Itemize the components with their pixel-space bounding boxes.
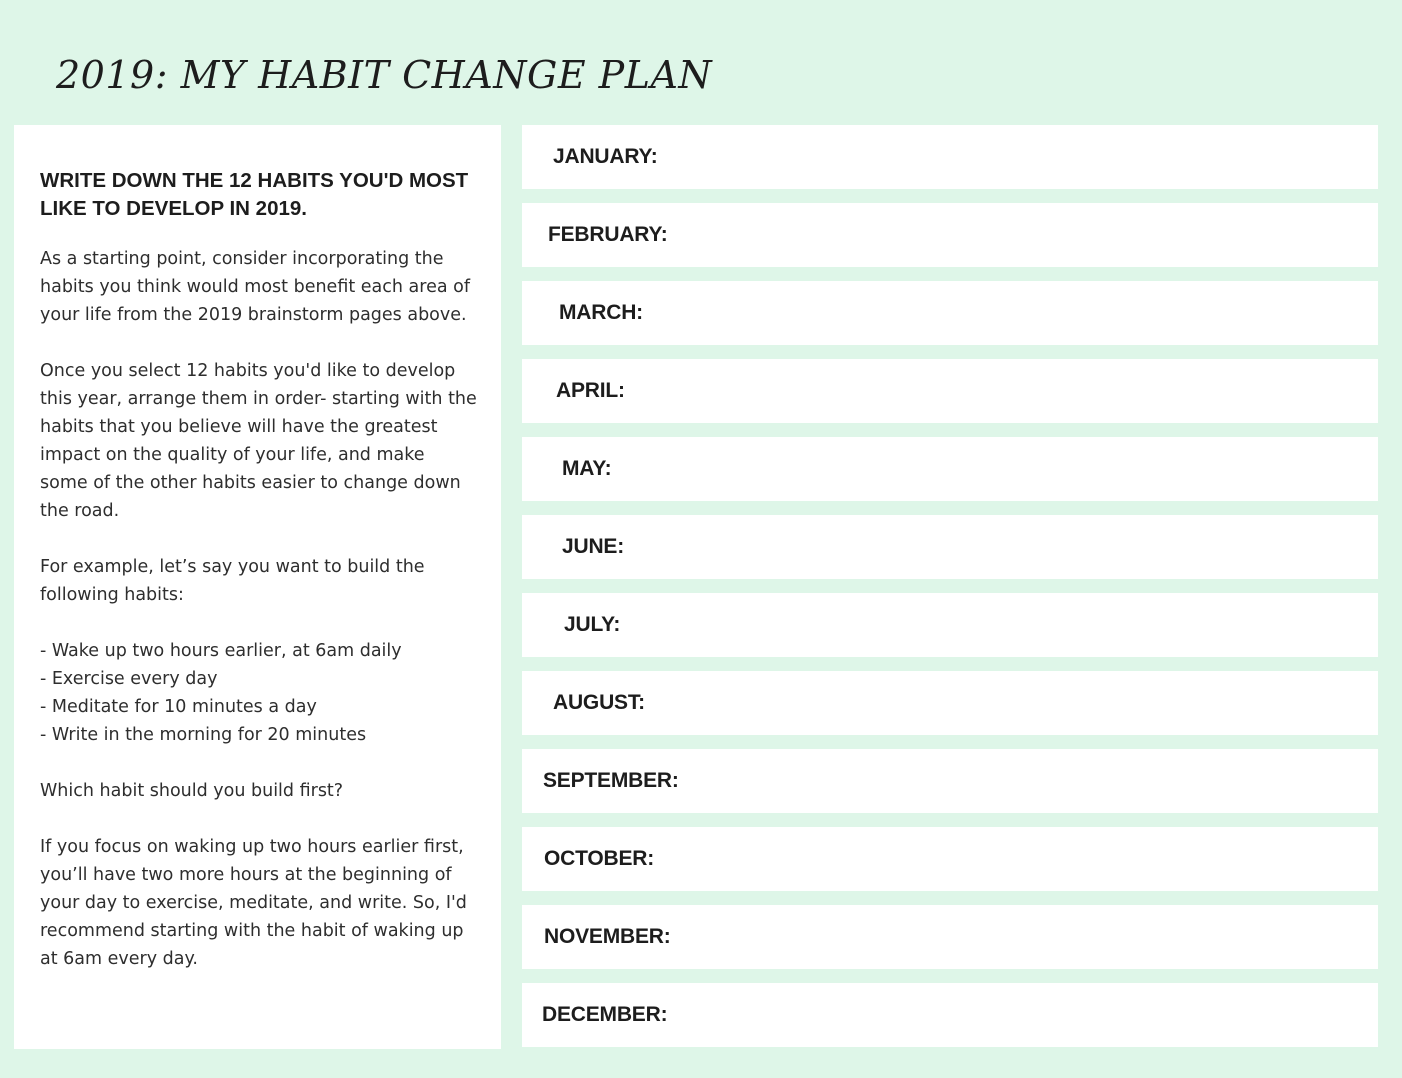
month-field-august[interactable] (645, 671, 1378, 735)
month-field-november[interactable] (671, 905, 1378, 969)
month-label-july: JULY: (564, 613, 621, 636)
month-label-february: FEBRUARY: (548, 223, 668, 246)
month-label-april: APRIL: (556, 379, 625, 402)
month-field-december[interactable] (667, 983, 1378, 1047)
month-label-march: MARCH: (559, 301, 643, 324)
month-row-august[interactable] (522, 671, 1378, 735)
month-field-june[interactable] (624, 515, 1378, 579)
instructions-heading: WRITE DOWN THE 12 HABITS YOU'D MOST LIKE TO DEVELOP IN 2019. (40, 169, 469, 220)
month-field-may[interactable] (611, 437, 1378, 501)
instructions-panel (14, 125, 501, 1049)
page-title: 2019: MY HABIT CHANGE PLAN (56, 53, 713, 97)
month-row-july[interactable] (522, 593, 1378, 657)
instructions-body: As a starting point, consider incorporating the habits you think would most benefit each area of your life from the 2019 brainstorm pages above. Once you select 12 habits you'd like to develop this year, arrange them in order- starting with the habits that you believe will have the greatest impact on the quality of your life, and make some of the other habits easier to change down the road. For example, let’s say you want to build the following habits: - Wake up two hours earlier, at 6am daily - Exercise every day - Meditate for 10 minutes a day - Write in the morning for 20 minutes Which habit should you build first? If you focus on waking up two hours earlier first, you’ll have two more hours at the beginning of your day to exercise, meditate, and write. So, I'd recommend starting with the habit of waking up at 6am every day. (40, 249, 477, 969)
month-field-september[interactable] (679, 749, 1378, 813)
month-row-october[interactable] (522, 827, 1378, 891)
month-row-may[interactable] (522, 437, 1378, 501)
month-row-june[interactable] (522, 515, 1378, 579)
month-field-january[interactable] (658, 125, 1378, 189)
month-label-october: OCTOBER: (544, 847, 655, 870)
month-label-december: DECEMBER: (542, 1003, 668, 1026)
month-label-september: SEPTEMBER: (543, 769, 679, 792)
month-row-march[interactable] (522, 281, 1378, 345)
month-row-december[interactable] (522, 983, 1378, 1047)
month-label-may: MAY: (562, 457, 612, 480)
month-label-november: NOVEMBER: (544, 925, 671, 948)
month-row-april[interactable] (522, 359, 1378, 423)
month-row-february[interactable] (522, 203, 1378, 267)
month-label-august: AUGUST: (553, 691, 645, 714)
month-field-march[interactable] (643, 281, 1378, 345)
month-row-november[interactable] (522, 905, 1378, 969)
month-field-april[interactable] (625, 359, 1378, 423)
month-field-february[interactable] (668, 203, 1378, 267)
month-label-june: JUNE: (562, 535, 625, 558)
month-row-september[interactable] (522, 749, 1378, 813)
month-field-july[interactable] (620, 593, 1378, 657)
month-row-january[interactable] (522, 125, 1378, 189)
month-label-january: JANUARY: (553, 145, 658, 168)
month-field-october[interactable] (654, 827, 1378, 891)
month-list (522, 125, 1378, 1047)
